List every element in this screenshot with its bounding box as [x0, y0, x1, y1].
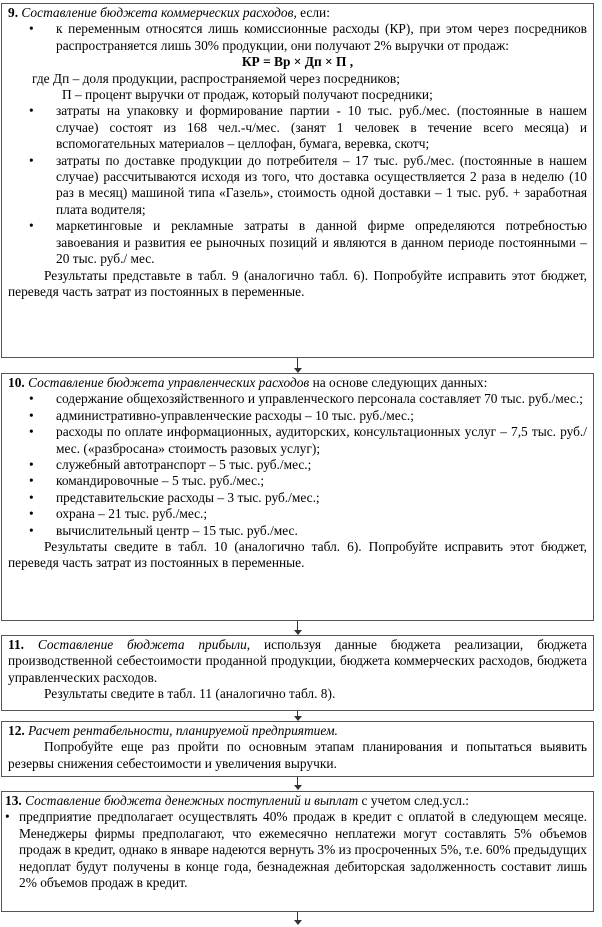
- block-11-number: 11.: [8, 637, 24, 652]
- block-11-body: , используя данные бюджета реализации, бюджета производственной себестоимости проданной продукции, бюджета коммерческих расходов, бюджета управленческих расходов.: [8, 637, 587, 685]
- block-9-bullet-2: • затраты на упаковку и формирование партии - 10 тыс. руб./мес. (постоянные в нашем случае) состоят из 168 чел.-ч/мес. (занят 1 человек в течение всего месяца) и вспомогательных материалов – целлофан, бумага, веревка, скотч;: [8, 103, 587, 152]
- block-13: [1, 791, 594, 912]
- block-13-bullet: • предприятие предполагает осуществлять 40% продаж в кредит с оплатой в следующем месяце. Менеджеры фирмы предполагают, что ежемесячно неплатежи могут составлять 5% объемов продаж в кредит, однако в январе надеются вернуть 3% из просроченных 5%, т.е. 60% предыдущих недоплат будут получены в конце года, безнадежная дебиторская задолженность составит лишь 2% объемов продаж в кредит.: [5, 809, 587, 891]
- block-10-result: Результаты сведите в табл. 10 (аналогично табл. 6). Попробуйте исправить этот бюджет, переведя часть затрат из постоянных в переменные.: [8, 539, 587, 571]
- block-9-list: [8, 21, 587, 54]
- list-item: • расходы по оплате информационных, аудиторских, консультационных услуг – 7,5 тыс. руб./мес. («разбросана» стоимость разовых услуг);: [8, 424, 587, 457]
- block-9-bullet-3: • затраты по доставке продукции до потребителя – 17 тыс. руб./мес. (постоянные в нашем случае) рассчитываются исходя из того, что доставка осуществляется 2 раза в неделю (10 раз в месяц) машиной типа «Газель», стоимость одной доставки – 1 тыс. руб. + заработная плата водителя;: [8, 153, 587, 219]
- block-13-number: 13.: [5, 793, 22, 808]
- block-11-text: [8, 637, 587, 686]
- formula-where-2: П – процент выручки от продаж, который получают посредники;: [62, 87, 433, 103]
- block-10: [1, 373, 594, 621]
- block-9-result: Результаты представьте в табл. 9 (аналогично табл. 6). Попробуйте исправить этот бюджет, переведя часть затрат из постоянных в переменные.: [8, 267, 587, 299]
- list-item: • содержание общехозяйственного и управленческого персонала составляет 70 тыс. руб./мес.;: [8, 391, 587, 407]
- block-11-result: Результаты сведите в табл. 11 (аналогично табл. 8).: [44, 686, 336, 702]
- list-item: • вычислительный центр – 15 тыс. руб./мес.: [8, 523, 587, 539]
- block-9-number: 9.: [8, 5, 19, 20]
- block-10-title: Составление бюджета управленческих расходов: [28, 375, 310, 390]
- block-9-title-suffix: , если:: [293, 5, 330, 20]
- list-item: • служебный автотранспорт – 5 тыс. руб./мес.;: [8, 457, 587, 473]
- block-10-title-suffix: на основе следующих данных:: [309, 375, 488, 390]
- block-9-list-2: [8, 103, 587, 267]
- block-10-number: 10.: [8, 375, 25, 390]
- block-12: [1, 721, 594, 777]
- formula: КР = Bр × Дп × П ,: [241, 54, 354, 70]
- list-item: • командировочные – 5 тыс. руб./мес.;: [8, 473, 587, 489]
- block-13-list: [5, 809, 587, 891]
- block-9-heading: [8, 5, 587, 21]
- block-13-title: Составление бюджета денежных поступлений и выплат: [25, 793, 359, 808]
- formula-where-1: где Дп – доля продукции, распространяемой через посредников;: [32, 70, 400, 86]
- block-12-body: Попробуйте еще раз пройти по основным этапам планирования и попытаться выявить резервы снижения себестоимости и увеличения выручки.: [8, 739, 587, 771]
- block-9: [1, 3, 594, 358]
- block-13-title-suffix: с учетом след.усл.:: [358, 793, 470, 808]
- list-item: • представительские расходы – 3 тыс. руб./мес.;: [8, 490, 587, 506]
- block-12-title: Расчет рентабельности, планируемой предприятием.: [28, 723, 338, 738]
- block-9-bullet-4: • маркетинговые и рекламные затраты в данной фирме определяются потребностью завоевания и развития ее рыночных позиций и являются в данном периоде постоянными – 20 тыс. руб./ мес.: [8, 218, 587, 267]
- list-item: • административно-управленческие расходы – 10 тыс. руб./мес.;: [8, 408, 587, 424]
- block-11-title: Составление бюджета прибыли: [37, 637, 247, 652]
- block-12-heading: [8, 723, 587, 739]
- list-item: • охрана – 21 тыс. руб./мес.;: [8, 506, 587, 522]
- block-10-list: [8, 391, 587, 539]
- block-12-number: 12.: [8, 723, 25, 738]
- block-13-heading: [5, 793, 587, 809]
- block-9-title: Составление бюджета коммерческих расходов: [21, 5, 294, 20]
- block-9-bullet-1: • к переменным относятся лишь комиссионные расходы (КР), при этом через посредников распространяется лишь 30% продукции, они получают 2% выручки от продаж:: [8, 21, 587, 54]
- block-10-heading: [8, 375, 587, 391]
- block-11: [1, 635, 594, 711]
